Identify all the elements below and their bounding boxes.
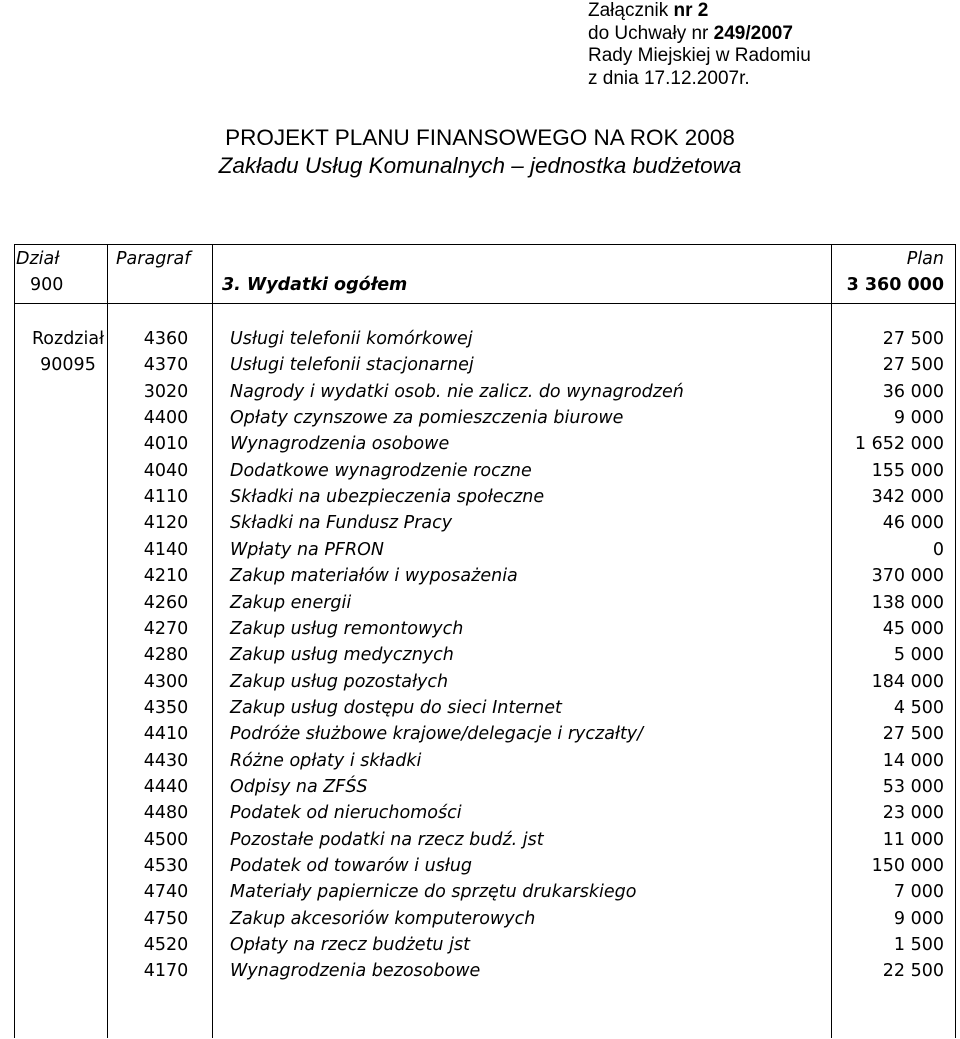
paragraf-cell: 4140	[143, 539, 189, 560]
paragraf-cell: 4010	[143, 434, 189, 455]
plan-cell: 22 500	[882, 961, 944, 982]
paragraf-cell: 4410	[143, 724, 189, 745]
plan-cell: 9 000	[893, 408, 944, 429]
plan-cell: 155 000	[871, 460, 944, 481]
header-dzial: Dział	[16, 249, 60, 269]
plan-cell: 11 000	[882, 829, 944, 850]
plan-cell: 27 500	[882, 355, 944, 376]
paragraf-cell: 4430	[143, 750, 189, 771]
title-line-2: Zakładu Usług Komunalnych – jednostka budżetowa	[218, 153, 742, 178]
paragraf-cell: 4300	[143, 671, 189, 692]
summary-plan: 3 360 000	[846, 275, 944, 295]
plan-cell: 53 000	[882, 776, 944, 797]
section-code: 90095	[40, 355, 96, 376]
paragraf-cell: 4210	[143, 566, 189, 587]
summary-row	[0, 272, 960, 298]
expense-name-cell: Składki na Fundusz Pracy	[230, 513, 453, 534]
table-row	[0, 958, 960, 984]
paragraf-cell: 4400	[143, 408, 189, 429]
table-row	[0, 616, 960, 642]
expense-name-cell: Pozostałe podatki na rzecz budź. jst	[230, 829, 544, 850]
grid-line-summary	[14, 303, 956, 304]
table-row	[0, 326, 960, 352]
paragraf-cell: 4360	[143, 329, 189, 349]
table-row	[0, 774, 960, 800]
table-row	[0, 879, 960, 905]
paragraf-cell: 3020	[143, 381, 189, 402]
paragraf-cell: 4270	[143, 618, 189, 639]
expense-name-cell: Zakup usług pozostałych	[230, 671, 449, 692]
table-row	[0, 827, 960, 853]
summary-label: 3. Wydatki ogółem	[222, 275, 408, 295]
paragraf-cell: 4440	[143, 776, 189, 797]
expense-name-cell: Zakup energii	[230, 592, 352, 613]
section-label: Rozdział	[31, 329, 105, 349]
table-row	[0, 748, 960, 774]
expense-name-cell: Podróże służbowe krajowe/delegacje i ryczałty/	[230, 724, 644, 745]
table-row	[0, 458, 960, 484]
plan-cell: 7 000	[893, 882, 944, 903]
plan-cell: 27 500	[882, 329, 944, 349]
expense-name-cell: Zakup usług remontowych	[230, 618, 464, 639]
paragraf-cell: 4520	[143, 935, 189, 956]
paragraf-cell: 4280	[143, 645, 189, 666]
expense-name-cell: Zakup akcesoriów komputerowych	[230, 908, 536, 929]
table-row	[0, 853, 960, 879]
header-paragraf: Paragraf	[116, 249, 191, 269]
annex-line-4: z dnia 17.12.2007r.	[588, 67, 750, 89]
table-row	[0, 352, 960, 378]
expense-name-cell: Zakup materiałów i wyposażenia	[230, 566, 518, 587]
table-row	[0, 510, 960, 536]
plan-cell: 0	[932, 539, 944, 560]
plan-cell: 342 000	[871, 487, 944, 508]
table-row	[0, 906, 960, 932]
plan-cell: 36 000	[882, 381, 944, 402]
paragraf-cell: 4370	[143, 355, 189, 376]
plan-cell: 4 500	[893, 697, 944, 718]
expense-name-cell: Różne opłaty i składki	[230, 750, 422, 771]
expense-name-cell: Podatek od nieruchomości	[230, 803, 462, 824]
table-row	[0, 431, 960, 457]
table-row	[0, 537, 960, 563]
annex-line-3: Rady Miejskiej w Radomiu	[588, 45, 811, 66]
paragraf-cell: 4740	[143, 882, 189, 903]
title-line-1: PROJEKT PLANU FINANSOWEGO NA ROK 2008	[225, 125, 735, 150]
annex-line-2: do Uchwały nr 249/2007	[588, 22, 793, 44]
paragraf-cell: 4350	[143, 697, 189, 718]
header-row	[0, 246, 960, 272]
grid-line-top	[14, 244, 956, 245]
header-plan: Plan	[906, 249, 944, 269]
expense-name-cell: Odpisy na ZFŚS	[230, 776, 368, 797]
table-row	[0, 721, 960, 747]
expense-name-cell: Składki na ubezpieczenia społeczne	[230, 487, 545, 508]
table-row	[0, 379, 960, 405]
expense-name-cell: Dodatkowe wynagrodzenie roczne	[230, 460, 532, 481]
paragraf-cell: 4170	[143, 961, 189, 982]
plan-cell: 45 000	[882, 618, 944, 639]
plan-cell: 1 500	[893, 935, 944, 956]
paragraf-cell: 4120	[143, 513, 189, 534]
paragraf-cell: 4480	[143, 803, 189, 824]
expense-name-cell: Zakup usług dostępu do sieci Internet	[230, 697, 562, 718]
plan-cell: 9 000	[893, 908, 944, 929]
expense-name-cell: Materiały papiernicze do sprzętu drukarskiego	[230, 882, 637, 903]
table-row	[0, 669, 960, 695]
expense-name-cell: Podatek od towarów i usług	[230, 856, 473, 876]
expense-name-cell: Usługi telefonii stacjonarnej	[230, 355, 474, 376]
plan-cell: 370 000	[871, 566, 944, 587]
paragraf-cell: 4500	[143, 829, 189, 850]
table-row	[0, 563, 960, 589]
plan-cell: 14 000	[882, 750, 944, 771]
table-row	[0, 695, 960, 721]
plan-cell: 46 000	[882, 513, 944, 534]
expense-name-cell: Opłaty czynszowe za pomieszczenia biurowe	[230, 408, 624, 429]
expense-name-cell: Nagrody i wydatki osob. nie zalicz. do wynagrodzeń	[230, 381, 684, 402]
expense-name-cell: Wynagrodzenia bezosobowe	[230, 961, 481, 982]
plan-cell: 150 000	[871, 856, 944, 876]
table-row	[0, 642, 960, 668]
annex-line-1: Załącznik nr 2	[588, 0, 709, 21]
plan-cell: 1 652 000	[854, 434, 944, 455]
plan-cell: 27 500	[882, 724, 944, 745]
annex-note	[588, 0, 811, 90]
paragraf-cell: 4750	[143, 908, 189, 929]
paragraf-cell: 4530	[143, 856, 189, 876]
paragraf-cell: 4260	[143, 592, 189, 613]
plan-cell: 138 000	[871, 592, 944, 613]
expense-name-cell: Usługi telefonii komórkowej	[230, 329, 473, 349]
document-title	[0, 124, 960, 180]
table-row	[0, 405, 960, 431]
plan-cell: 5 000	[893, 645, 944, 666]
paragraf-cell: 4110	[143, 487, 189, 508]
plan-cell: 184 000	[871, 671, 944, 692]
expense-name-cell: Zakup usług medycznych	[230, 645, 454, 666]
table-row	[0, 800, 960, 826]
summary-dzial: 900	[30, 275, 64, 295]
expense-name-cell: Wpłaty na PFRON	[230, 539, 384, 560]
table-row	[0, 590, 960, 616]
table-row	[0, 484, 960, 510]
paragraf-cell: 4040	[143, 460, 189, 481]
plan-cell: 23 000	[882, 803, 944, 824]
expense-name-cell: Wynagrodzenia osobowe	[230, 434, 450, 455]
table-row	[0, 932, 960, 958]
expense-name-cell: Opłaty na rzecz budżetu jst	[230, 935, 470, 956]
